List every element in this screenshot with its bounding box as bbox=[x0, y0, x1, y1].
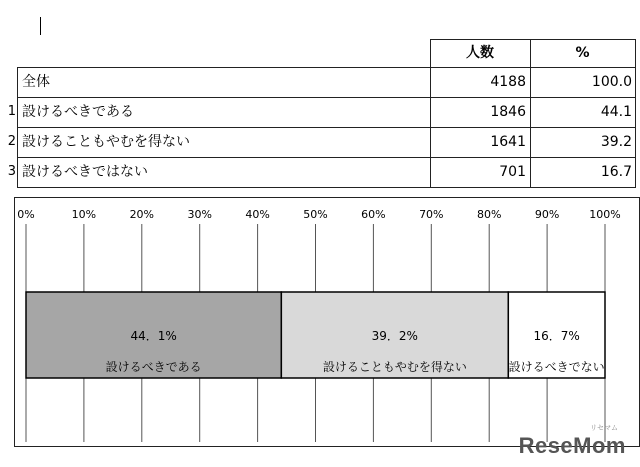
row-number: 3 bbox=[7, 164, 16, 179]
row-count-total: 4188 bbox=[490, 74, 526, 90]
row-pct: 16.7 bbox=[600, 164, 632, 180]
header-percent: % bbox=[575, 45, 590, 61]
row-number: 2 bbox=[7, 134, 16, 149]
tick-label: 90% bbox=[534, 208, 560, 221]
segment-value-label: 39．2% bbox=[371, 329, 418, 343]
tick-label: 50% bbox=[303, 208, 328, 221]
tick-label: 60% bbox=[361, 208, 386, 221]
row-pct-total: 100.0 bbox=[591, 74, 632, 90]
watermark-subtext: リセマム bbox=[590, 424, 618, 432]
row-label-total: 全体 bbox=[22, 74, 50, 90]
row-label: 設けるべきである bbox=[22, 104, 134, 120]
tick-label: 100% bbox=[589, 208, 621, 221]
row-count: 1641 bbox=[490, 134, 526, 150]
segment-value-label: 44．1% bbox=[130, 329, 177, 343]
tick-label: 0% bbox=[17, 208, 35, 221]
resemom-logo bbox=[519, 433, 626, 459]
tick-label: 70% bbox=[419, 208, 444, 221]
tick-label: 10% bbox=[71, 208, 97, 221]
segment-name-label: 設けることもやむを得ない bbox=[322, 360, 467, 374]
tick-label: 40% bbox=[245, 208, 270, 221]
segment-name-label: 設けるべきである bbox=[105, 360, 202, 374]
tick-label: 80% bbox=[476, 208, 502, 221]
row-count: 1846 bbox=[490, 104, 526, 120]
header-count: 人数 bbox=[466, 45, 494, 61]
logo-text: ReseMom bbox=[518, 433, 626, 458]
row-label: 設けるべきではない bbox=[22, 164, 148, 180]
segment-value-label: 16．7% bbox=[533, 329, 580, 343]
tick-label: 30% bbox=[187, 208, 212, 221]
segment-name-label: 設けるべきでない bbox=[508, 360, 605, 374]
row-label: 設けることもやむを得ない bbox=[22, 134, 190, 150]
row-pct: 44.1 bbox=[600, 104, 632, 120]
row-pct: 39.2 bbox=[600, 134, 632, 150]
row-number: 1 bbox=[7, 104, 16, 119]
tick-label: 20% bbox=[129, 208, 155, 221]
row-count: 701 bbox=[499, 164, 526, 180]
